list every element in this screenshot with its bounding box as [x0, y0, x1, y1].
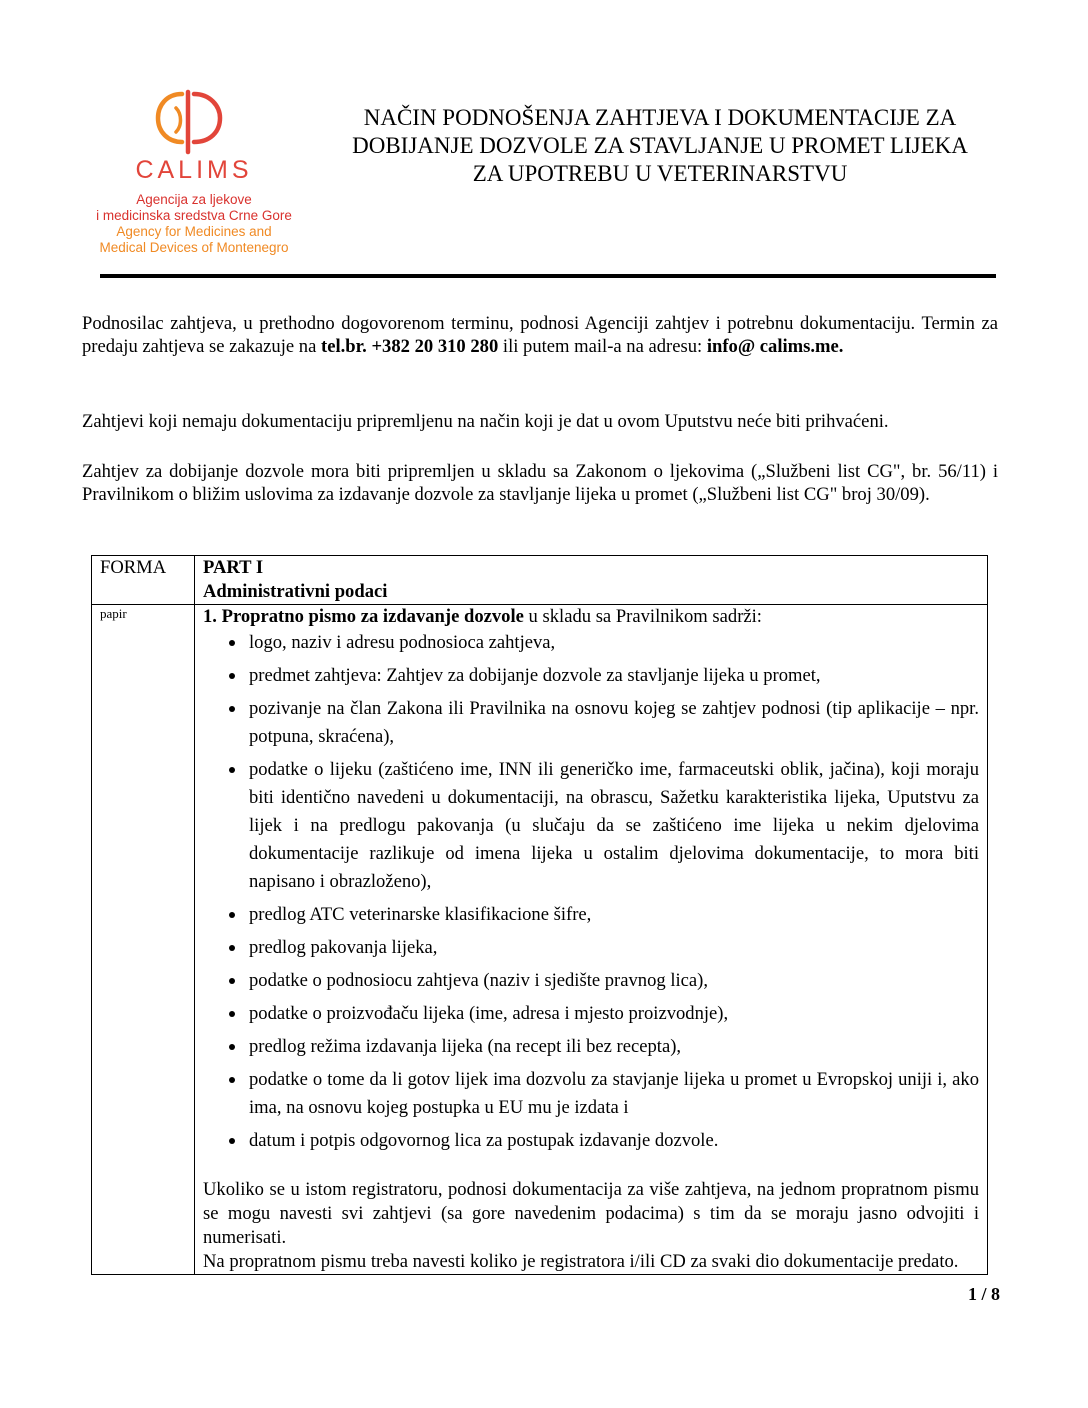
header-part-subtitle: Administrativni podaci: [203, 581, 388, 602]
row-content-cell: [195, 605, 988, 1275]
requirements-table: [91, 555, 988, 1275]
page-number: 1 / 8: [967, 1284, 1000, 1304]
note-paragraph-2: Na propratnom pismu treba navesti koliko je registratora i/ili CD za svaki dio dokumentacije predato.: [203, 1251, 959, 1272]
calims-logo: [96, 88, 306, 258]
row-form-cell: papir: [92, 605, 195, 1275]
intro-paragraph-1: [82, 312, 998, 358]
intro-p1-text: Podnosilac zahtjeva, u prethodno dogovorenom terminu, podnosi Agenciji zahtjev i potrebnu dokumentaciju. Termin za predaju zahtjeva se zakazuje na: [82, 313, 998, 357]
list-item: predlog režima izdavanja lijeka (na recept ili bez recepta),: [249, 1033, 979, 1061]
list-item: predlog pakovanja lijeka,: [249, 934, 979, 962]
logo-line-4: Medical Devices of Montenegro: [99, 240, 289, 255]
header-divider: [100, 274, 996, 278]
contact-email: info@ calims.me.: [706, 336, 844, 357]
list-item: predlog ATC veterinarske klasifikacione šifre,: [249, 901, 979, 929]
row-heading: [203, 605, 979, 629]
list-item: datum i potpis odgovornog lica za postupak izdavanje dozvole.: [249, 1127, 979, 1155]
intro-paragraph-3: Zahtjev za dobijanje dozvole mora biti pripremljen u skladu sa Zakonom o ljekovima („Službeni list CG", br. 56/11) i Pravilnikom o bližim uslovima za izdavanje dozvole za stavljanje lijeka u promet („Službeni list CG" broj 30/09).: [82, 461, 998, 505]
calims-logo-mark-icon: [148, 88, 228, 156]
row-heading-bold: 1. Propratno pismo za izdavanje dozvole: [203, 606, 524, 627]
list-item: pozivanje na član Zakona ili Pravilnika na osnovu kojeg se zahtjev podnosi (tip aplikacije – npr. potpuna, skraćena),: [249, 695, 979, 751]
intro-paragraph-2: Zahtjevi koji nemaju dokumentaciju pripremljenu na način koji je dat u ovom Uputstvu neće biti prihvaćeni.: [82, 411, 889, 432]
header-forma: FORMA: [92, 556, 195, 605]
table-row: [92, 605, 988, 1275]
header-part: [195, 556, 988, 605]
list-item: podatke o proizvođaču lijeka (ime, adresa i mjesto proizvodnje),: [249, 1000, 979, 1028]
spacer: [203, 1160, 979, 1178]
row-heading-rest: u skladu sa Pravilnikom sadrži:: [523, 606, 762, 627]
list-item: podatke o lijeku (zaštićeno ime, INN ili generičko ime, farmaceutski oblik, jačina), koji moraju biti identično navedeni u dokumentaciji, na obrascu, Sažetku karakteristika lijeka, Uputstvu za lijek i na predlogu pakovanja (u slučaju da se zaštićeno ime lijeka u nekim djelovima dokumentacije razlikuje od imena lijeka u ostalim djelovima dokumentacije, to mora biti napisano i obrazloženo),: [249, 756, 979, 896]
logo-line-1: Agencija za ljekove: [136, 192, 252, 207]
header-part-label: PART I: [203, 557, 264, 578]
table-header-row: [92, 556, 988, 605]
intro-p1-mid: ili putem mail-a na adresu:: [498, 336, 707, 357]
contact-phone: tel.br. +382 20 310 280: [321, 336, 499, 357]
list-item: predmet zahtjeva: Zahtjev za dobijanje dozvole za stavljanje lijeka u promet,: [249, 662, 979, 690]
list-item: logo, naziv i adresu podnosioca zahtjeva,: [249, 629, 979, 657]
logo-line-2: i medicinska sredstva Crne Gore: [96, 208, 292, 223]
document-title: NAČIN PODNOŠENJA ZAHTJEVA I DOKUMENTACIJE ZA DOBIJANJE DOZVOLE ZA STAVLJANJE U PROMET LIJEKA ZA UPOTREBU U VETERINARSTVU: [352, 105, 968, 186]
list-item: podatke o tome da li gotov lijek ima dozvolu za stavjanje lijeka u promet u Evropskoj uniji i, ako ima, na osnovu kojeg postupka u EU mu je izdata i: [249, 1066, 979, 1122]
requirements-list: [203, 629, 979, 1155]
note-paragraph-1: Ukoliko se u istom registratoru, podnosi dokumentacija za više zahtjeva, na jednom propratnom pismu se mogu navesti svi zahtjevi (sa gore navedenim podacima) s tim da se moraju jasno odvojiti i numerisati.: [203, 1179, 979, 1248]
list-item: podatke o podnosiocu zahtjeva (naziv i sjedište pravnog lica),: [249, 967, 979, 995]
logo-line-3: Agency for Medicines and: [116, 224, 272, 239]
logo-name: CALIMS: [135, 156, 253, 184]
